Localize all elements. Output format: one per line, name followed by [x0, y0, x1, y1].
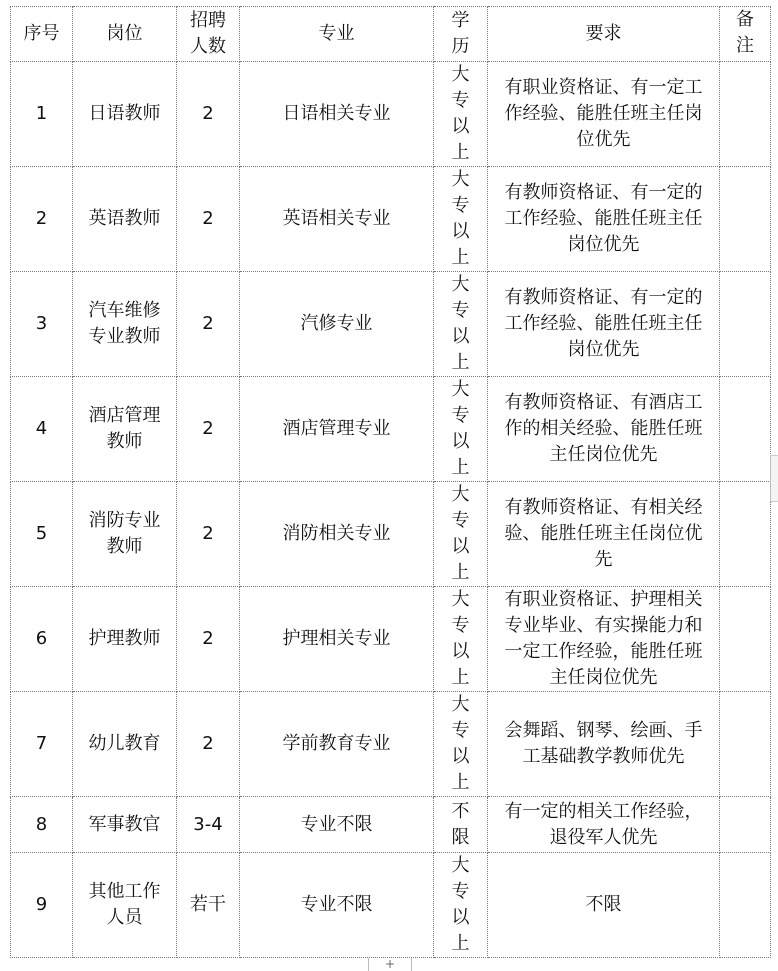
table-row: [11, 482, 771, 587]
cell-text: 3-4: [193, 813, 223, 835]
requirements-text: 会舞蹈、钢琴、绘画、手工基础教学教师优先: [504, 720, 703, 767]
table-row: [11, 692, 771, 797]
cell-position: [73, 377, 177, 482]
cell-notes: [720, 167, 771, 272]
header-major: 专业: [240, 7, 434, 62]
requirements-text: 有职业资格证、护理相关专业毕业、有实操能力和一定工作经验，能胜任班主任岗位优先: [504, 589, 703, 688]
cell-requirements: [488, 482, 720, 587]
cell-count: [177, 167, 240, 272]
cell-text: 上: [451, 457, 470, 478]
side-resize-handle[interactable]: [770, 455, 778, 502]
cell-requirements: [488, 692, 720, 797]
cell-text: 护理相关专业: [282, 628, 391, 649]
requirements-text: 不限: [585, 894, 622, 915]
cell-text: 护理教师: [88, 628, 161, 649]
cell-text: 上: [451, 352, 470, 373]
cell-notes: [720, 853, 771, 958]
cell-count: [177, 692, 240, 797]
header-education: 学 历: [434, 7, 488, 62]
table-row: [11, 377, 771, 482]
table-row: [11, 797, 771, 853]
cell-major: [240, 692, 434, 797]
header-row: [11, 7, 771, 62]
cell-text: 2: [202, 103, 214, 124]
cell-position: [73, 797, 177, 853]
cell-text: 5: [35, 523, 48, 544]
cell-text: 学前教育专业: [282, 733, 391, 754]
cell-text: 教师: [106, 431, 143, 452]
cell-no: [11, 587, 73, 692]
cell-count: [177, 377, 240, 482]
requirements-text: 有教师资格证、有一定的工作经验、能胜任班主任岗位优先: [504, 182, 703, 255]
requirements-text: 有职业资格证、有一定工作经验、能胜任班主任岗位优先: [504, 77, 703, 150]
cell-no: [11, 692, 73, 797]
cell-major: [240, 62, 434, 167]
cell-text: 大: [451, 64, 470, 85]
header-notes: 备 注: [720, 7, 771, 62]
cell-text: 上: [451, 772, 470, 793]
header-count: 招聘 人数: [177, 7, 240, 62]
requirements-text: 有教师资格证、有酒店工作的相关经验、能胜任班主任岗位优先: [504, 392, 703, 465]
cell-education: [434, 377, 488, 482]
cell-text: 人员: [106, 907, 143, 928]
cell-text: 英语相关专业: [282, 208, 391, 229]
header-position: 岗位: [73, 7, 177, 62]
cell-text: 专: [451, 881, 470, 902]
cell-requirements: [488, 377, 720, 482]
cell-requirements: [488, 272, 720, 377]
cell-text: 以: [451, 746, 470, 767]
cell-text: 专: [451, 720, 470, 741]
cell-count: [177, 587, 240, 692]
cell-text: 限: [451, 826, 470, 848]
cell-text: 上: [451, 142, 470, 163]
cell-position: [73, 167, 177, 272]
cell-text: 以: [451, 221, 470, 242]
cell-text: 上: [451, 933, 470, 954]
cell-text: 9: [35, 894, 48, 915]
cell-text: 以: [451, 641, 470, 662]
cell-text: 以: [451, 326, 470, 347]
cell-count: [177, 62, 240, 167]
cell-position: [73, 587, 177, 692]
cell-text: 2: [202, 733, 214, 754]
cell-text: 2: [35, 208, 48, 229]
cell-major: [240, 167, 434, 272]
cell-major: [240, 797, 434, 853]
cell-no: [11, 62, 73, 167]
cell-text: 专: [451, 510, 470, 531]
cell-text: 消防相关专业: [282, 523, 391, 544]
cell-notes: [720, 482, 771, 587]
cell-text: 8: [35, 813, 48, 835]
header-no: 序号: [11, 7, 73, 62]
cell-requirements: [488, 62, 720, 167]
cell-notes: [720, 272, 771, 377]
cell-text: 大: [451, 169, 470, 190]
cell-position: [73, 482, 177, 587]
cell-text: 教师: [106, 536, 143, 557]
cell-text: 6: [35, 628, 48, 649]
cell-no: [11, 797, 73, 853]
cell-text: 大: [451, 694, 470, 715]
cell-text: 不: [451, 800, 470, 822]
table-row: [11, 587, 771, 692]
cell-text: 酒店管理专业: [282, 418, 391, 439]
cell-no: [11, 272, 73, 377]
cell-major: [240, 272, 434, 377]
cell-text: 专: [451, 615, 470, 636]
cell-text: 专: [451, 195, 470, 216]
cell-text: 上: [451, 667, 470, 688]
cell-text: 专: [451, 90, 470, 111]
cell-text: 大: [451, 589, 470, 610]
cell-text: 其他工作: [88, 881, 161, 902]
header-requirements: 要求: [488, 7, 720, 62]
cell-text: 大: [451, 379, 470, 400]
cell-text: 大: [451, 484, 470, 505]
cell-text: 日语相关专业: [282, 103, 391, 124]
cell-text: 1: [35, 103, 48, 124]
table-row: [11, 62, 771, 167]
cell-notes: [720, 587, 771, 692]
cell-text: 2: [202, 208, 214, 229]
cell-text: 专业不限: [300, 894, 373, 915]
cell-text: 上: [451, 562, 470, 583]
cell-text: 专业教师: [88, 326, 161, 347]
requirements-text: 有教师资格证、有相关经验、能胜任班主任岗位优先: [504, 497, 703, 570]
cell-education: [434, 692, 488, 797]
cell-text: 2: [202, 313, 214, 334]
table-row: [11, 272, 771, 377]
cell-text: 7: [35, 733, 48, 754]
table-row: [11, 167, 771, 272]
cell-text: 大: [451, 274, 470, 295]
cell-text: 日语教师: [88, 103, 161, 124]
cell-text: 3: [35, 313, 48, 334]
cell-count: [177, 797, 240, 853]
cell-notes: [720, 797, 771, 853]
cell-text: 以: [451, 116, 470, 137]
cell-no: [11, 853, 73, 958]
add-row-button[interactable]: +: [368, 958, 412, 971]
requirements-text: 有教师资格证、有一定的工作经验、能胜任班主任岗位优先: [504, 287, 703, 360]
cell-text: 军事教官: [88, 813, 161, 835]
cell-text: 幼儿教育: [88, 733, 161, 754]
cell-major: [240, 377, 434, 482]
cell-text: 酒店管理: [88, 405, 161, 426]
cell-text: 4: [35, 418, 48, 439]
table-row: [11, 853, 771, 958]
cell-text: 大: [451, 855, 470, 876]
cell-text: 以: [451, 536, 470, 557]
cell-education: [434, 797, 488, 853]
cell-text: 2: [202, 628, 214, 649]
cell-text: 消防专业: [88, 510, 161, 531]
cell-major: [240, 587, 434, 692]
cell-text: 以: [451, 431, 470, 452]
cell-education: [434, 272, 488, 377]
cell-text: 专业不限: [300, 813, 373, 835]
cell-education: [434, 167, 488, 272]
cell-text: 汽车维修: [88, 300, 161, 321]
cell-count: [177, 482, 240, 587]
cell-no: [11, 377, 73, 482]
cell-position: [73, 272, 177, 377]
cell-major: [240, 853, 434, 958]
cell-no: [11, 482, 73, 587]
cell-requirements: [488, 797, 720, 853]
cell-text: 专: [451, 405, 470, 426]
requirements-text: 有一定的相关工作经验，退役军人优先: [504, 800, 703, 848]
cell-text: 英语教师: [88, 208, 161, 229]
cell-position: [73, 692, 177, 797]
recruitment-table: [10, 6, 771, 958]
cell-education: [434, 587, 488, 692]
cell-position: [73, 853, 177, 958]
cell-notes: [720, 62, 771, 167]
cell-text: 汽修专业: [300, 313, 373, 334]
cell-education: [434, 853, 488, 958]
cell-major: [240, 482, 434, 587]
cell-requirements: [488, 853, 720, 958]
cell-notes: [720, 692, 771, 797]
cell-text: 专: [451, 300, 470, 321]
cell-text: 2: [202, 418, 214, 439]
cell-notes: [720, 377, 771, 482]
cell-requirements: [488, 587, 720, 692]
cell-education: [434, 482, 488, 587]
cell-position: [73, 62, 177, 167]
cell-count: [177, 853, 240, 958]
cell-education: [434, 62, 488, 167]
cell-count: [177, 272, 240, 377]
cell-text: 若干: [190, 894, 226, 915]
cell-requirements: [488, 167, 720, 272]
cell-text: 以: [451, 907, 470, 928]
cell-text: 2: [202, 523, 214, 544]
cell-text: 上: [451, 247, 470, 268]
cell-no: [11, 167, 73, 272]
